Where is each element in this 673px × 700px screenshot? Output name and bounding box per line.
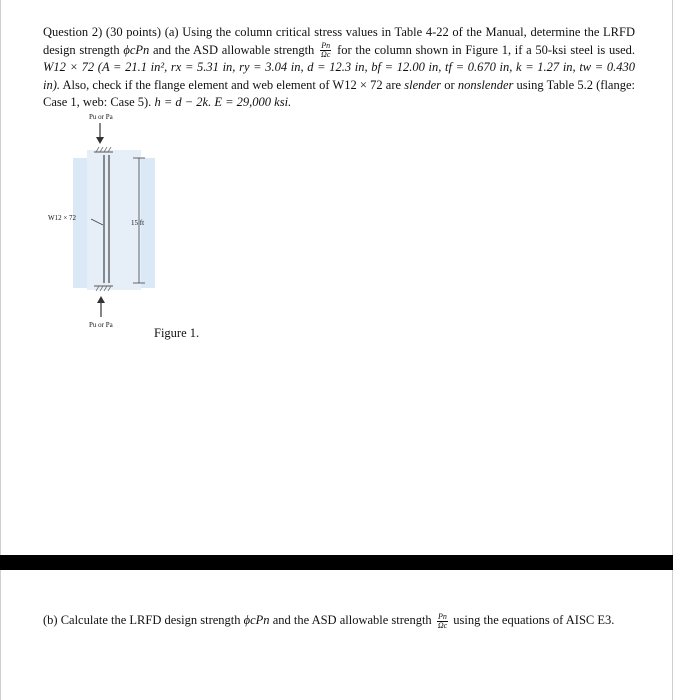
part-b-fraction <box>437 613 448 630</box>
section-properties: W12 × 72 (A = 21.1 in², rx = 5.31 in, ry = 3.04 in, d = 12.3 in, bf = 12.00 in, tf = 0.670 in, k = 1.27 in, tw = 0.430 in). <box>43 60 635 92</box>
part-b-sentence-3: using the equations of AISC E3. <box>453 613 615 627</box>
question-number: Question 2) <box>43 25 103 39</box>
part-b-phi-pn: ϕcPn <box>243 613 270 627</box>
sentence-2: and the ASD allowable strength <box>152 42 315 57</box>
part-b-label: (b) <box>43 613 58 627</box>
part-b-sentence-1: Calculate the LRFD design strength <box>60 613 241 627</box>
part-b-panel <box>0 570 673 700</box>
column-diagram <box>1 0 673 360</box>
sentence-5: using Table 5.2 (flange: Case 1, web: Case 5). <box>43 77 635 110</box>
top-arrow-head <box>96 137 104 144</box>
or-word: or <box>444 77 455 92</box>
sentence-4: Also, check if the flange element and web element of W12 × 72 are <box>62 77 402 92</box>
bottom-load-label: Pu or Pa <box>89 321 113 329</box>
slender-term: slender <box>404 77 442 92</box>
length-label: 15 ft <box>131 219 145 227</box>
part-b-text <box>43 610 635 630</box>
phi-pn-symbol: ϕcPn <box>123 42 150 57</box>
fraction-numerator: Pn <box>321 41 331 51</box>
part-a-label: (a) <box>164 25 179 39</box>
column-figure <box>1 0 673 360</box>
part-b-fraction-numerator: Pn <box>438 611 447 621</box>
part-b-fraction-denominator: Ωc <box>437 620 448 630</box>
part-b-sentence-2: and the ASD allowable strength <box>272 613 432 627</box>
top-load-label: Pu or Pa <box>89 113 113 121</box>
fraction-denominator: Ωc <box>321 50 331 60</box>
h-equation: h = d − 2k. <box>154 95 212 110</box>
figure-caption: Figure 1. <box>154 326 200 340</box>
nonslender-term: nonslender <box>457 77 514 92</box>
bottom-arrow-head <box>97 296 105 303</box>
sentence-3: for the column shown in Figure 1, if a 50-ksi steel is used. <box>337 42 636 57</box>
question-points: (30 points) <box>105 25 161 39</box>
section-divider <box>0 555 673 570</box>
member-label: W12 × 72 <box>48 214 77 222</box>
e-equation: E = 29,000 ksi. <box>214 95 292 110</box>
sentence-1: Using the column critical stress values in Table 4-22 of the Manual, determine the LRFD design strength <box>43 25 636 57</box>
